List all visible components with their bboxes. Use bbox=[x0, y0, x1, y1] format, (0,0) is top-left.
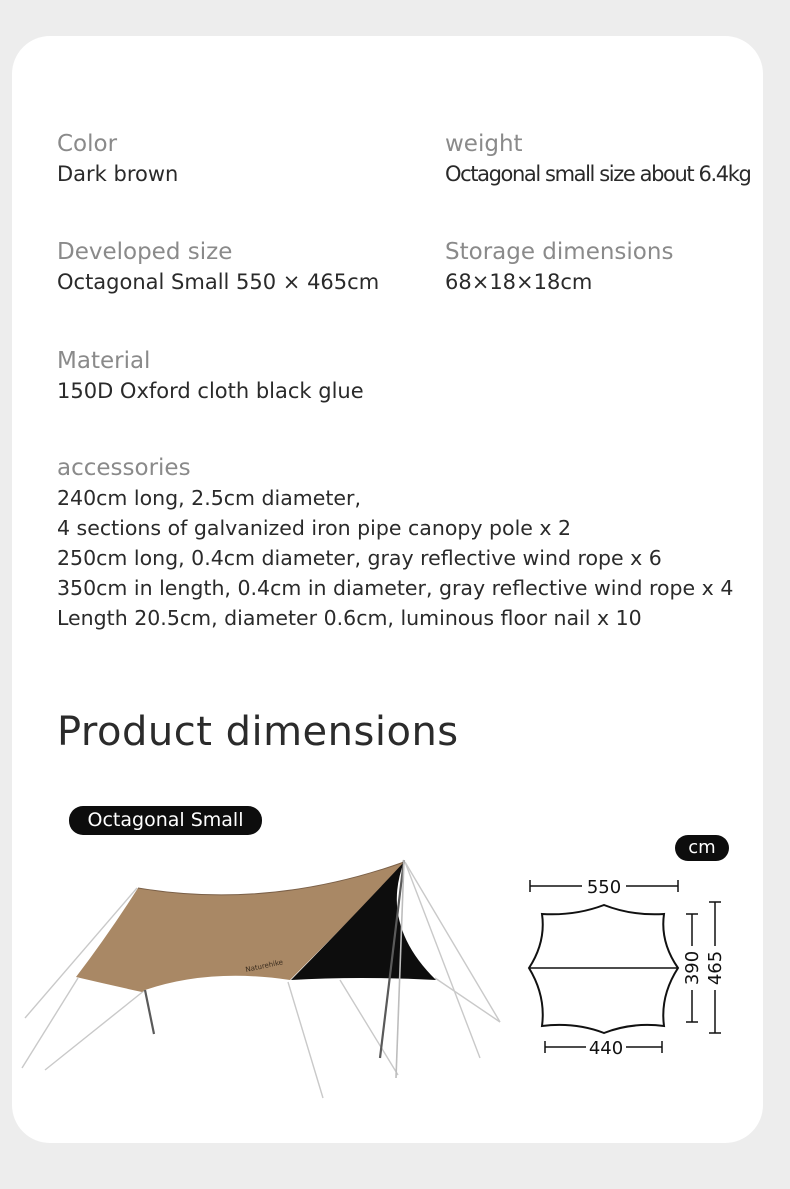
spec-material-value: 150D Oxford cloth black glue bbox=[57, 379, 364, 403]
accessory-line: 250cm long, 0.4cm diameter, gray reflective wind rope x 6 bbox=[57, 546, 662, 570]
accessory-line: 350cm in length, 0.4cm in diameter, gray reflective wind rope x 4 bbox=[57, 576, 734, 600]
dim-height-inner: 390 bbox=[682, 950, 703, 986]
dim-width-top: 550 bbox=[586, 877, 622, 898]
spec-developed-size-value: Octagonal Small 550 × 465cm bbox=[57, 270, 380, 294]
octagon-outline bbox=[529, 905, 678, 1033]
spec-color-label: Color bbox=[57, 131, 118, 157]
spec-material-label: Material bbox=[57, 348, 151, 374]
spec-accessories-label: accessories bbox=[57, 455, 191, 481]
tent-brand-label: Naturehike bbox=[244, 958, 284, 974]
spec-color-value: Dark brown bbox=[57, 162, 179, 186]
spec-storage-label: Storage dimensions bbox=[445, 239, 674, 265]
spec-weight-value: Octagonal small size about 6.4kg bbox=[445, 162, 751, 186]
spec-storage-value: 68×18×18cm bbox=[445, 270, 593, 294]
accessory-line: Length 20.5cm, diameter 0.6cm, luminous floor nail x 10 bbox=[57, 606, 642, 630]
unit-badge: cm bbox=[675, 835, 729, 861]
dim-height-outer: 465 bbox=[705, 950, 726, 986]
model-badge: Octagonal Small bbox=[69, 806, 262, 835]
accessory-line: 4 sections of galvanized iron pipe canopy pole x 2 bbox=[57, 516, 572, 540]
accessory-line: 240cm long, 2.5cm diameter, bbox=[57, 486, 361, 510]
spec-developed-size-label: Developed size bbox=[57, 239, 233, 265]
dim-width-bottom: 440 bbox=[588, 1038, 624, 1059]
spec-weight-label: weight bbox=[445, 131, 523, 157]
section-title: Product dimensions bbox=[57, 709, 459, 755]
